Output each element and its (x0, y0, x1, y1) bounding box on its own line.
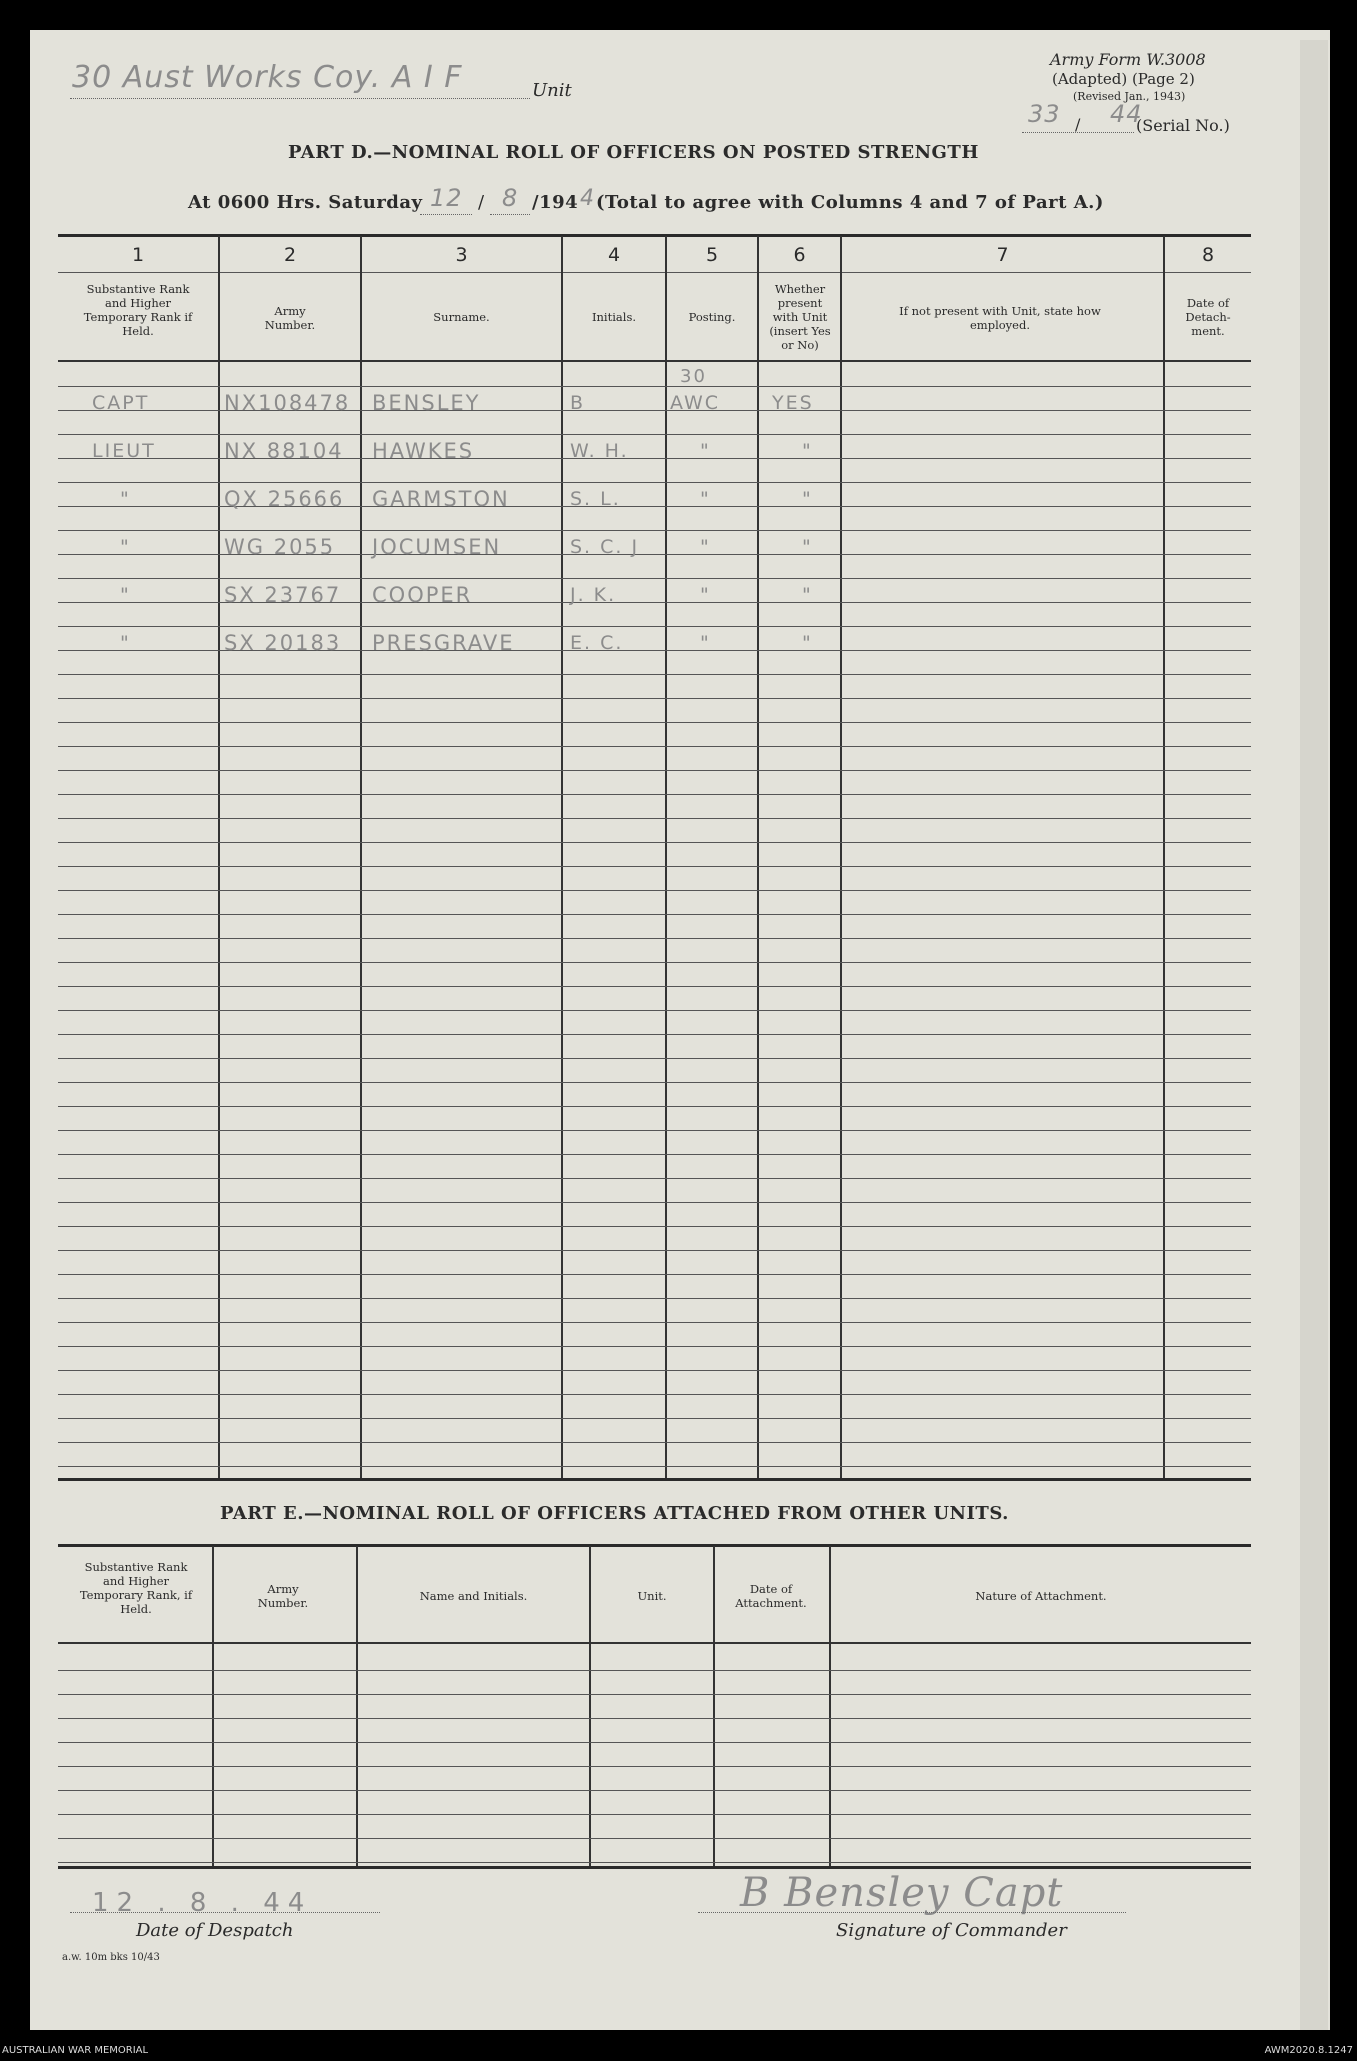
date-month-hand: 8 (502, 184, 519, 212)
despatch-label: Date of Despatch (136, 1920, 294, 1941)
row-5-number: SX 23767 (224, 583, 342, 607)
row-5-rank: " (120, 584, 131, 606)
row-2-initials: W. H. (570, 440, 629, 462)
posting-top-hand: 30 (680, 366, 707, 387)
row-rule (58, 1790, 1251, 1791)
row-rule (58, 1418, 1251, 1419)
total-text: (Total to agree with Columns 4 and 7 of Part A.) (596, 192, 1104, 213)
row-rule (58, 1694, 1251, 1695)
footer-credit: AUSTRALIAN WAR MEMORIAL (2, 2045, 149, 2056)
year-prefix: /194 (532, 192, 579, 213)
part-e-head-rule (58, 1642, 1251, 1644)
row-1-surname: BENSLEY (372, 391, 481, 415)
row-rule (58, 1010, 1251, 1011)
row-rule (58, 1742, 1251, 1743)
row-rule (58, 938, 1251, 939)
form-page (30, 30, 1330, 2030)
row-rule (58, 1058, 1251, 1059)
part-e-title: PART E.—NOMINAL ROLL OF OFFICERS ATTACHED FROM OTHER UNITS. (220, 1503, 1009, 1524)
row-rule (58, 1394, 1251, 1395)
row-rule (58, 1370, 1251, 1371)
serial-hand-b: 44 (1110, 100, 1143, 128)
paper-edge (1300, 40, 1328, 2030)
row-rule (58, 770, 1251, 771)
form-revised: (Revised Jan., 1943) (1073, 90, 1186, 103)
row-6-rank: " (120, 632, 131, 654)
row-rule (58, 1838, 1251, 1839)
row-6-posting: " (700, 632, 711, 654)
serial-hand-a: 33 (1028, 100, 1061, 128)
col-head-detachment: Date of Detach-ment. (1185, 296, 1231, 338)
row-rule (58, 1298, 1251, 1299)
row-1-present: YES (772, 392, 814, 414)
col-num-5: 5 (705, 244, 719, 266)
row-rule (58, 1082, 1251, 1083)
row-4-present: " (802, 536, 813, 558)
col-num-7: 7 (996, 244, 1009, 266)
row-rule (58, 674, 1251, 675)
head-rule (58, 360, 1251, 362)
col-head-rank: Substantive Rank and Higher Temporary Rank if Held. (83, 282, 193, 338)
col-head-surname: Surname. (433, 310, 490, 324)
row-6-number: SX 20183 (224, 631, 342, 655)
row-rule (58, 818, 1251, 819)
col-divider (218, 236, 220, 1478)
form-number: Army Form W.3008 (1050, 50, 1206, 69)
row-rule (58, 1346, 1251, 1347)
serial-slash: / (1075, 115, 1081, 134)
row-rule (58, 866, 1251, 867)
col-head-posting: Posting. (688, 310, 736, 324)
signature-line (698, 1912, 1126, 1913)
row-rule (58, 482, 1251, 483)
row-rule (58, 1814, 1251, 1815)
row-rule (58, 1202, 1251, 1203)
row-5-present: " (802, 584, 813, 606)
col-head-present: Whether present with Unit (insert Yes or No) (769, 282, 831, 352)
form-adapted: (Adapted) (Page 2) (1052, 70, 1195, 88)
col-divider (665, 236, 667, 1478)
col-divider (713, 1546, 715, 1866)
part-e-top-border (58, 1544, 1251, 1547)
serial-label: (Serial No.) (1136, 116, 1230, 135)
row-rule (58, 698, 1251, 699)
row-rule (58, 1766, 1251, 1767)
row-4-surname: JOCUMSEN (372, 535, 502, 559)
row-4-number: WG 2055 (224, 535, 336, 559)
col-num-1: 1 (131, 244, 145, 266)
row-3-present: " (802, 488, 813, 510)
row-5-surname: COOPER (372, 583, 473, 607)
date-slash-1: / (478, 192, 485, 213)
row-2-rank: LIEUT (92, 440, 156, 462)
row-rule (58, 1034, 1251, 1035)
part-e-bottom-border (58, 1866, 1251, 1869)
row-rule (58, 626, 1251, 627)
row-3-number: QX 25666 (224, 487, 345, 511)
row-2-present: " (802, 440, 813, 462)
table-bottom-border (58, 1478, 1251, 1481)
row-rule (58, 1274, 1251, 1275)
row-rule (58, 1130, 1251, 1131)
signature-label: Signature of Commander (836, 1920, 1067, 1941)
col-num-4: 4 (607, 244, 621, 266)
row-3-surname: GARMSTON (372, 487, 510, 511)
row-6-initials: E. C. (570, 632, 624, 654)
row-rule (58, 794, 1251, 795)
row-rule (58, 746, 1251, 747)
row-rule (58, 962, 1251, 963)
e-col-head-army-number: Army Number. (257, 1582, 309, 1610)
col-divider (757, 236, 759, 1478)
commander-signature: B Bensley Capt (740, 1870, 1064, 1916)
row-rule (58, 986, 1251, 987)
col-divider (360, 236, 362, 1478)
date-month-line (490, 214, 530, 215)
e-col-head-unit: Unit. (637, 1589, 667, 1603)
row-3-posting: " (700, 488, 711, 510)
row-4-rank: " (120, 536, 131, 558)
row-5-posting: " (700, 584, 711, 606)
despatch-line (70, 1912, 380, 1913)
row-1-rank: CAPT (92, 392, 150, 414)
col-num-8: 8 (1201, 244, 1215, 266)
row-rule (58, 1670, 1251, 1671)
col-divider (1163, 236, 1165, 1478)
row-6-surname: PRESGRAVE (372, 631, 515, 655)
table-top-border (58, 234, 1251, 237)
serial-underline (1022, 132, 1134, 133)
row-rule (58, 890, 1251, 891)
unit-underline (70, 98, 530, 99)
col-head-initials: Initials. (591, 310, 637, 324)
e-col-head-date: Date of Attachment. (735, 1582, 807, 1610)
e-col-head-nature: Nature of Attachment. (975, 1589, 1107, 1603)
row-rule (58, 1466, 1251, 1467)
col-num-2: 2 (283, 244, 297, 266)
col-num-6: 6 (793, 244, 806, 266)
footer-id: AWM2020.8.1247 (1264, 2045, 1353, 2056)
row-rule (58, 1250, 1251, 1251)
row-4-initials: S. C. J (570, 536, 640, 558)
row-rule (58, 386, 1251, 387)
row-rule (58, 1226, 1251, 1227)
unit-handwritten: 30 Aust Works Coy. A I F (72, 60, 463, 95)
row-3-rank: " (120, 488, 131, 510)
row-rule (58, 1718, 1251, 1719)
row-rule (58, 434, 1251, 435)
row-2-surname: HAWKES (372, 439, 475, 463)
row-2-posting: " (700, 440, 711, 462)
row-5-initials: J. K. (570, 584, 617, 606)
row-rule (58, 1322, 1251, 1323)
date-day-hand: 12 (430, 184, 463, 212)
row-rule (58, 1178, 1251, 1179)
col-divider (212, 1546, 214, 1866)
e-col-head-rank: Substantive Rank and Higher Temporary Rank, if Held. (79, 1560, 193, 1616)
col-divider (840, 236, 842, 1478)
row-rule (58, 914, 1251, 915)
row-rule (58, 1106, 1251, 1107)
col-num-3: 3 (455, 244, 468, 266)
row-rule (58, 1862, 1251, 1863)
row-rule (58, 842, 1251, 843)
row-rule (58, 1154, 1251, 1155)
part-d-title: PART D.—NOMINAL ROLL OF OFFICERS ON POSTED STRENGTH (288, 142, 979, 163)
row-1-number: NX108478 (224, 391, 351, 415)
col-head-army-number: Army Number. (264, 304, 316, 332)
row-1-posting: AWC (670, 392, 721, 414)
row-rule (58, 1442, 1251, 1443)
row-rule (58, 578, 1251, 579)
row-2-number: NX 88104 (224, 439, 344, 463)
row-4-posting: " (700, 536, 711, 558)
row-3-initials: S. L. (570, 488, 621, 510)
e-col-head-name: Name and Initials. (419, 1589, 528, 1603)
despatch-date-hand: 12 . 8 . 44 (92, 1888, 313, 1918)
print-code: a.w. 10m bks 10/43 (62, 1952, 160, 1963)
row-1-initials: B (570, 392, 586, 414)
col-head-how-employed: If not present with Unit, state how employed. (899, 304, 1101, 332)
row-6-present: " (802, 632, 813, 654)
date-day-line (420, 214, 472, 215)
col-divider (561, 236, 563, 1478)
row-rule (58, 530, 1251, 531)
at-text: At 0600 Hrs. Saturday (188, 192, 423, 213)
row-rule (58, 722, 1251, 723)
col-num-rule (58, 272, 1251, 273)
unit-label: Unit (532, 80, 572, 101)
year-hand: 4 (580, 186, 595, 211)
